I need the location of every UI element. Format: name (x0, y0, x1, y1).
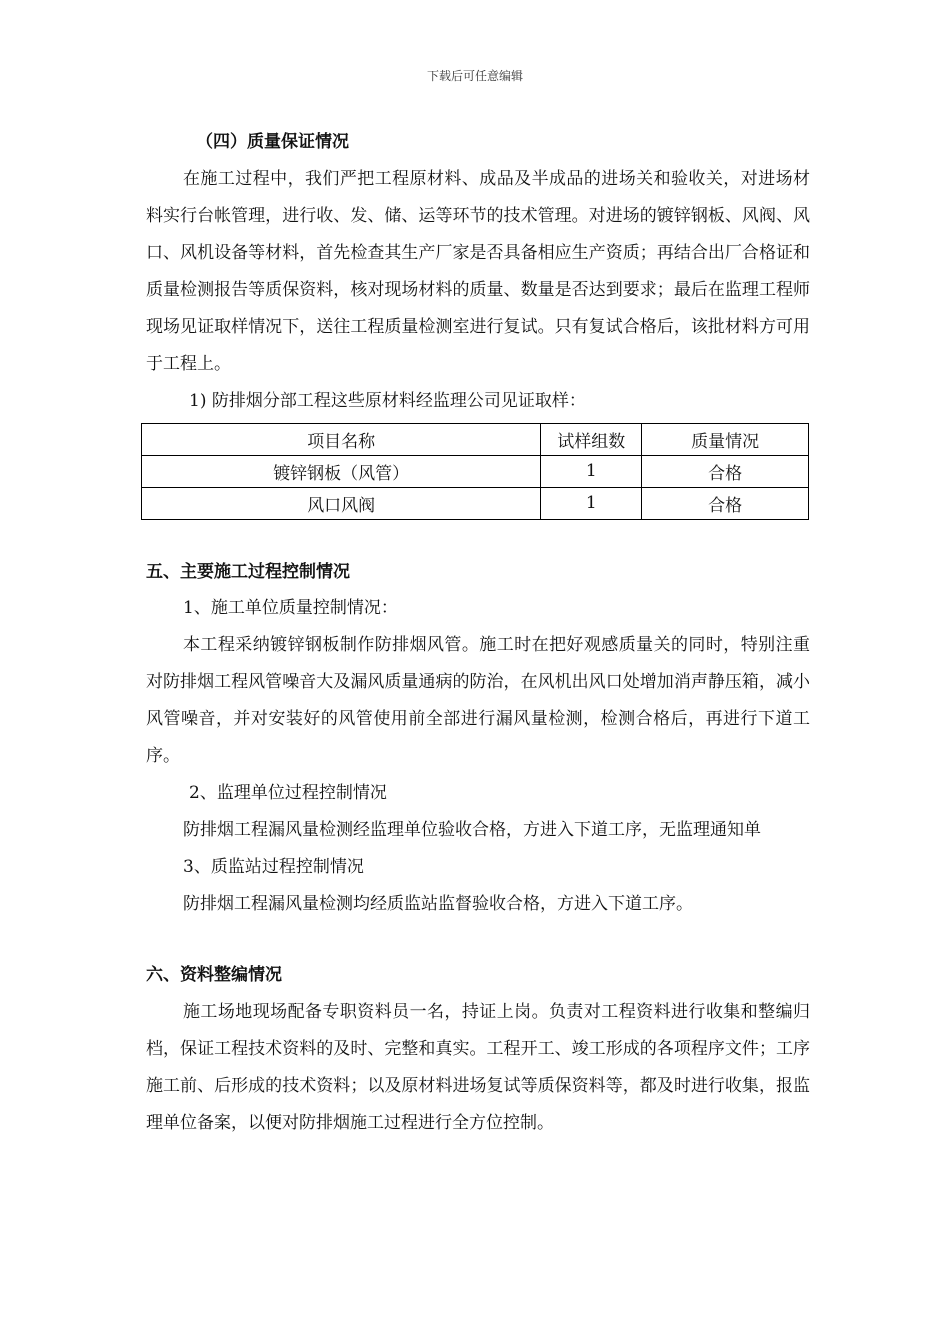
spacer (146, 520, 810, 554)
section5-item1-title: 1、施工单位质量控制情况： (183, 598, 398, 618)
table-cell: 镀锌钢板（风管） (142, 455, 541, 487)
materials-table (141, 423, 809, 520)
table-cell: 合格 (642, 487, 809, 519)
section5-item2-text: 防排烟工程漏风量检测经监理单位验收合格，方进入下道工序，无监理通知单 (183, 820, 761, 840)
page-header: 下载后可任意编辑 (426, 69, 523, 83)
section5-item3-text: 防排烟工程漏风量检测均经质监站监督验收合格，方进入下道工序。 (183, 894, 693, 914)
section4-paragraph: 在施工过程中，我们严把工程原材料、成品及半成品的进场关和验收关，对进场材料实行台帐管理，进行收、发、储、运等环节的技术管理。对进场的镀锌钢板、风阀、风口、风机设备等材料，首先检查其生产厂家是否具备相应生产资质；再结合出厂合格证和质量检测报告等质保资料，核对现场材料的质量、数量是否达到要求；最后在监理工程师现场见证取样情况下，送往工程质量检测室进行复试。只有复试合格后，该批材料方可用于工程上。 (146, 168, 810, 374)
section5-item3-title: 3、质监站过程控制情况 (183, 857, 364, 877)
spacer (146, 923, 810, 957)
table-header-cell: 质量情况 (642, 423, 809, 455)
table-cell: 1 (541, 487, 642, 519)
section4-title: （四）质量保证情况 (196, 132, 349, 152)
section5-item2-title: 2、监理单位过程控制情况 (189, 783, 387, 803)
table-header-row (142, 423, 809, 455)
section5-item1-text: 本工程采纳镀锌钢板制作防排烟风管。施工时在把好观感质量关的同时，特别注重对防排烟工程风管噪音大及漏风质量通病的防治，在风机出风口处增加消声静压箱，减小风管噪音，并对安装好的风管使用前全部进行漏风量检测，检测合格后，再进行下道工序。 (146, 635, 810, 766)
table-row (142, 455, 809, 487)
table-row (142, 487, 809, 519)
document-body (146, 124, 810, 1142)
table-header-cell: 项目名称 (142, 423, 541, 455)
table-header-cell: 试样组数 (541, 423, 642, 455)
section6-paragraph: 施工场地现场配备专职资料员一名，持证上岗。负责对工程资料进行收集和整编归档，保证工程技术资料的及时、完整和真实。工程开工、竣工形成的各项程序文件；工序施工前、后形成的技术资料；以及原材料进场复试等质保资料等，都及时进行收集，报监理单位备案，以便对防排烟施工过程进行全方位控制。 (146, 1001, 810, 1133)
table-cell: 合格 (642, 455, 809, 487)
section4-list-intro: 1) 防排烟分部工程这些原材料经监理公司见证取样： (189, 390, 586, 411)
table-cell: 风口风阀 (142, 487, 541, 519)
table-cell: 1 (541, 455, 642, 487)
section5-title: 五、主要施工过程控制情况 (146, 561, 350, 582)
section6-title: 六、资料整编情况 (146, 965, 282, 985)
